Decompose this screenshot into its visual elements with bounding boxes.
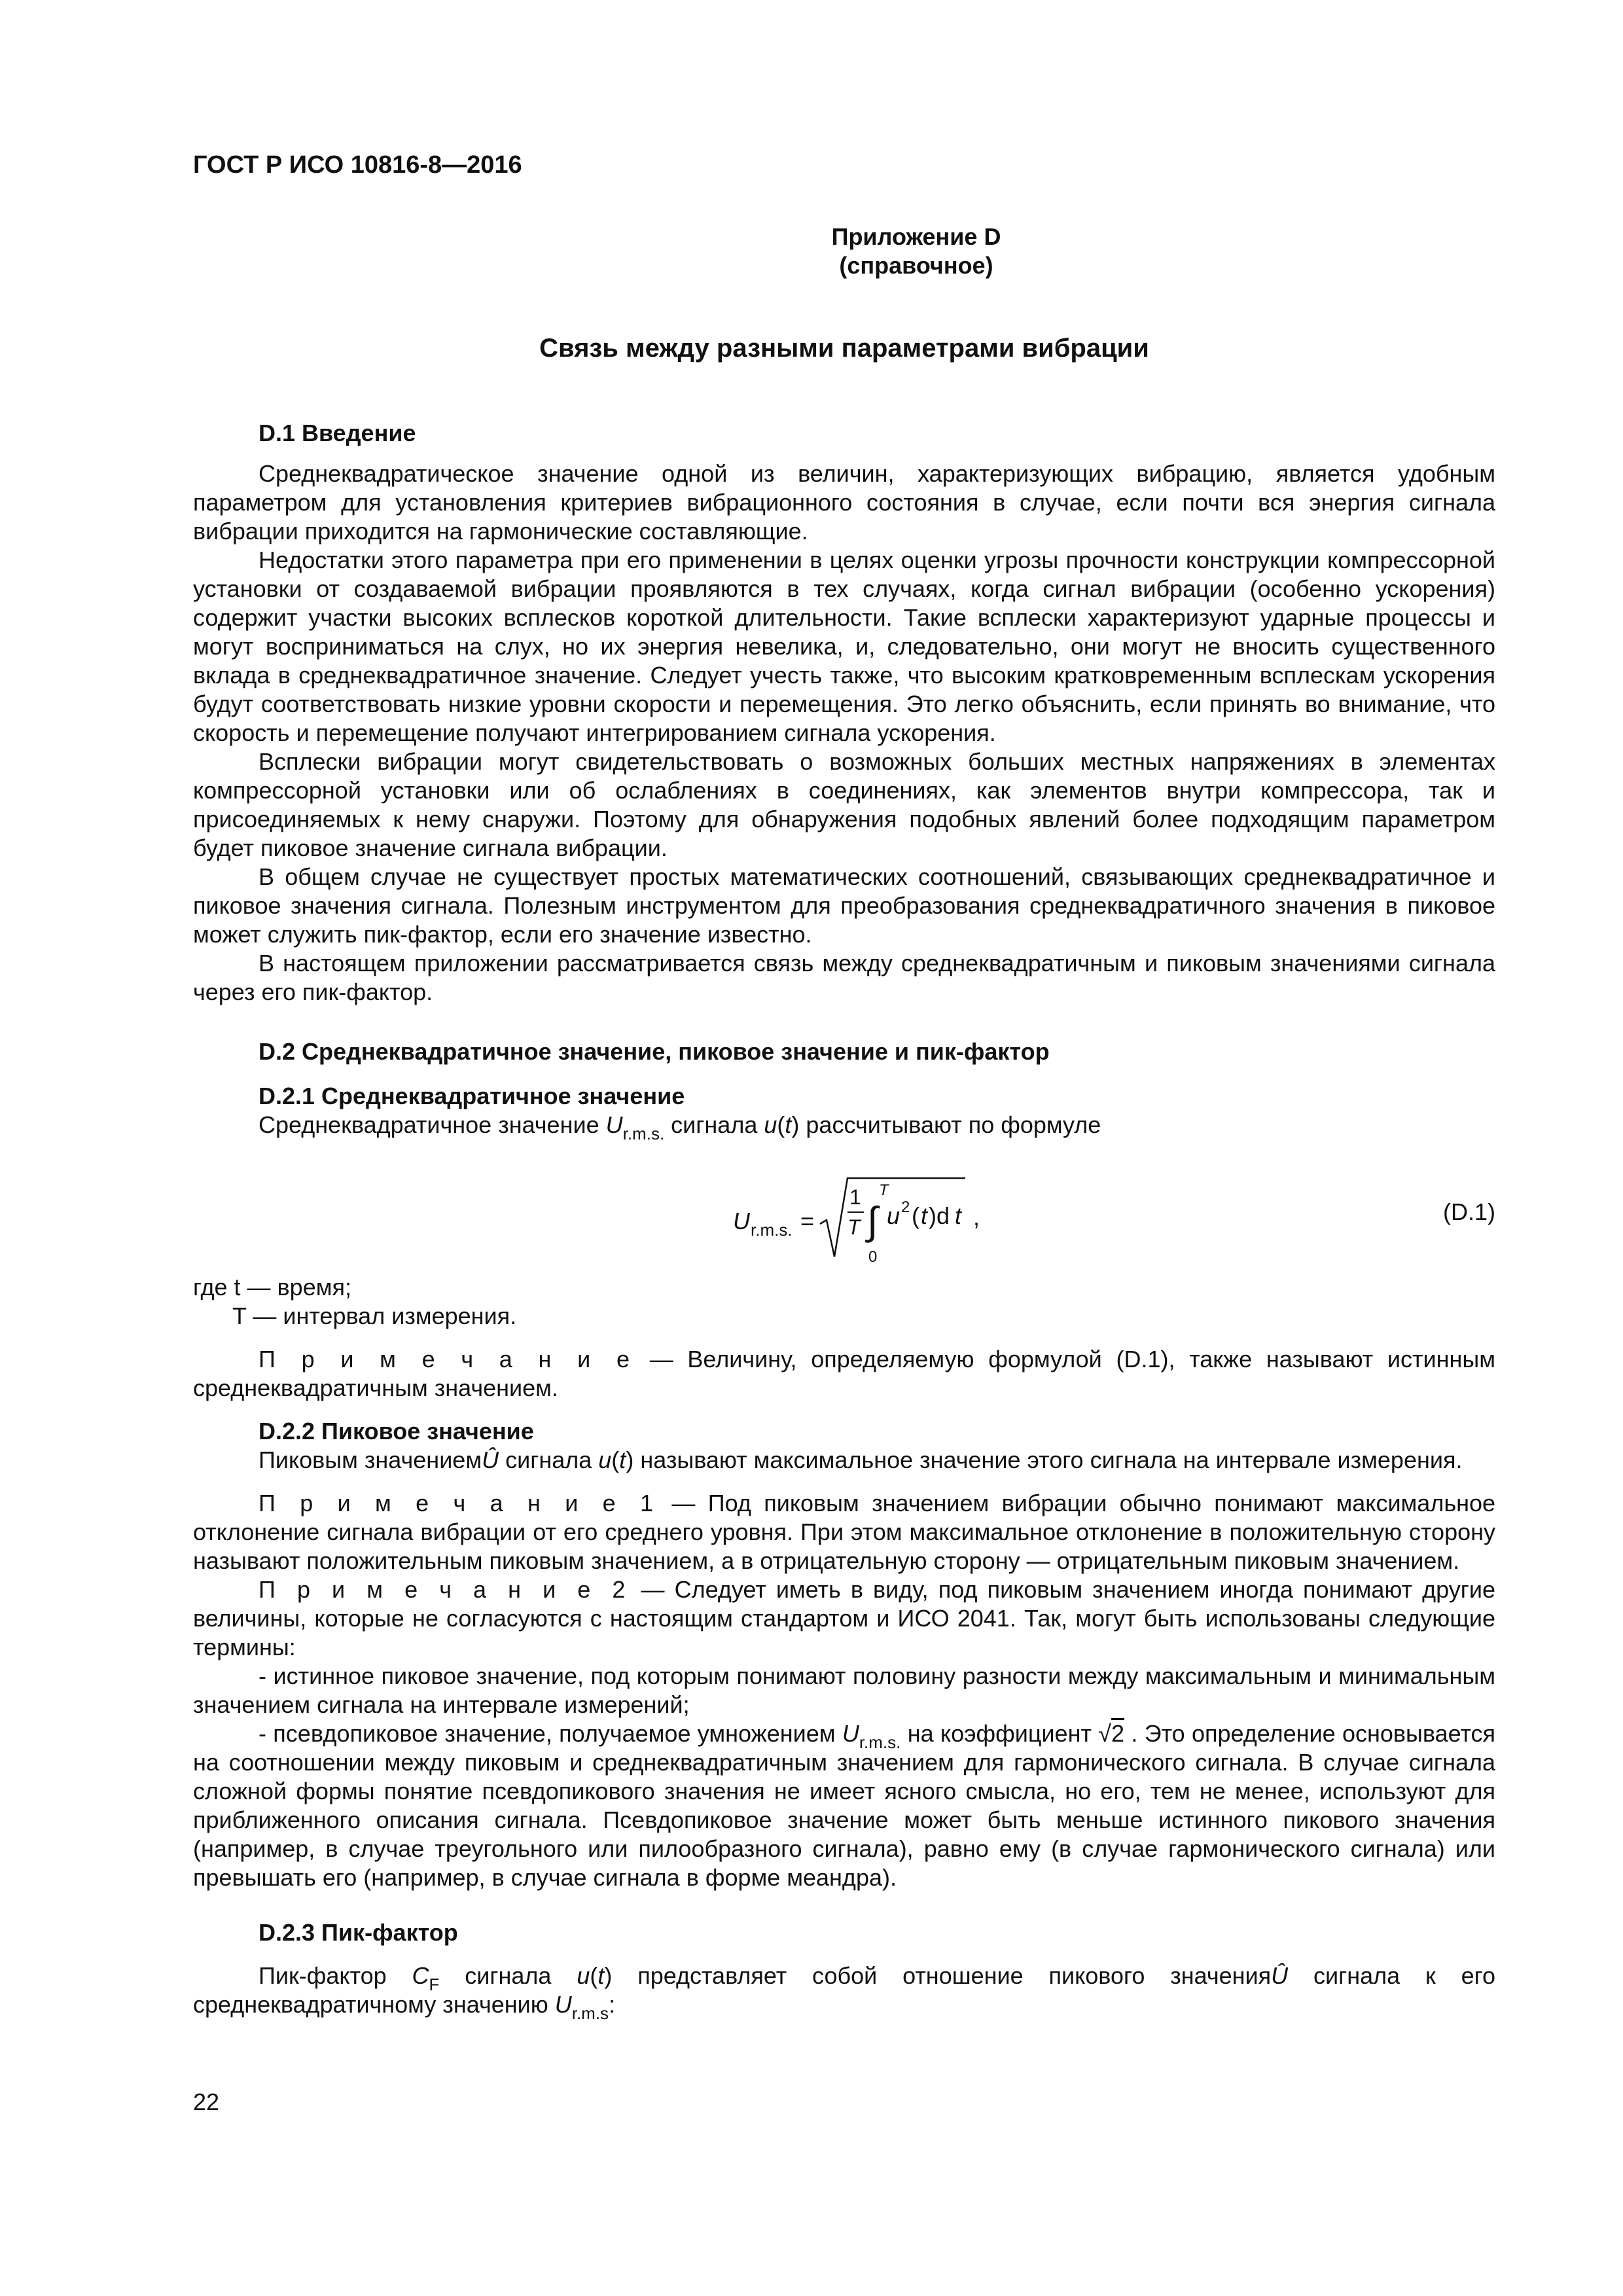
paragraph: Всплески вибрации могут свидетельствовать о возможных больших местных напряжениях в элементах компрессорной установки или об ослаблениях в соединениях, как элементов внутри компрессора, так и присоединяемых к нему снаружи. Поэтому для обнаружения подобных явлений более подходящим параметром будет пиковое значение сигнала вибрации. [193,748,1495,861]
sqrt2-symbol: √2 [1098,1720,1125,1747]
page-title: Связь между разными параметрами вибрации [539,334,1149,363]
paragraph: Среднеквадратичное значение $U_{r.m.s.}$ сигнала u(t) рассчитывают по формуле [259,1111,1101,1143]
note: П р и м е ч а н и е — Величину, определяемую формулой (D.1), также называют истинным среднеквадратичным значением. [193,1346,1495,1401]
annex-label [720,223,1113,280]
document-id: ГОСТ Р ИСО 10816-8—2016 [193,151,522,179]
svg-text:u: u [887,1202,901,1229]
note-2: П р и м е ч а н и е 2 — Следует иметь в виду, под пиковым значением иногда понимают другие величины, которые не согласуются с настоящим стандартом и ИСО 2041. Так, могут быть использованы следующие термины: [193,1576,1495,1660]
section-d1-heading: D.1 Введение [259,420,416,446]
svg-text:)d: )d [929,1202,950,1229]
svg-text:=: = [800,1208,815,1234]
paragraph: Среднеквадратическое значение одной из величин, характеризующих вибрацию, является удобным параметром для установления критериев вибрационного состояния в случае, если почти вся энергия сигнала вибрации приходится на гармонические составляющие. [193,460,1495,545]
svg-text:∫: ∫ [867,1199,878,1243]
svg-text:,: , [973,1204,980,1230]
svg-text:2: 2 [901,1198,910,1216]
paragraph: Недостатки этого параметра при его применении в целях оценки угрозы прочности конструкции компрессорной установки от создаваемой вибрации проявляются в тех случаях, когда сигнал вибрации (особенно ускорения) содержит участки высоких всплесков короткой длительности. Такие всплески характеризуют ударные процессы и могут восприниматься на слух, но их энергия невелика, и, следовательно, они могут не вносить существенного вклада в среднеквадратичное значение. Следует учесть также, что высоким кратковременным всплескам ускорения будут соответствовать низкие уровни скорости и перемещения. Это легко объяснить, если принять во внимание, что скорость и перемещение получают интегрированием сигнала ускорения. [193,547,1495,746]
note-1: П р и м е ч а н и е 1 — Под пиковым значением вибрации обычно понимают максимальное отклонение сигнала вибрации от его среднего уровня. При этом максимальное отклонение в положительную сторону называют положительным пиковым значением, а в отрицательную сторону — отрицательным пиковым значением. [193,1490,1496,1574]
section-d22-heading: D.2.2 Пиковое значение [259,1418,534,1444]
where-T: T — интервал измерения. [232,1302,517,1329]
paragraph: Пик-фактор $C_F$ сигнала u(t) представляет собой отношение пикового значенияÛ сигнала к его среднеквадратичному значению $U_{r.m.s}$: [193,1962,1495,2023]
svg-text:T: T [847,1215,861,1239]
svg-text:1: 1 [849,1185,861,1209]
section-d23-heading: D.2.3 Пик-фактор [259,1919,458,1946]
equation-number: (D.1) [1443,1198,1495,1225]
section-d2 [193,1037,1495,1143]
svg-text:T: T [879,1181,889,1199]
svg-text:r.m.s.: r.m.s. [751,1220,793,1240]
page-number: 22 [193,2089,220,2115]
svg-text:t: t [921,1202,928,1229]
rms-formula [193,1172,1495,1276]
paragraph: Пиковым значениемÛ сигнала u(t) называют максимальное значение этого сигнала на интервале измерения. [259,1446,1463,1473]
section-d1 [193,419,1495,1007]
where-t: где t — время; [193,1274,351,1300]
section-d2-cont [193,1273,1496,2023]
equation-d1 [193,1172,1495,1276]
paragraph: В общем случае не существует простых математических соотношений, связывающих среднеквадратичное и пиковое значения сигнала. Полезным инструментом для преобразования среднеквадратичного значения в пиковое может служить пик-фактор, если его значение известно. [193,863,1495,948]
svg-text:U: U [733,1208,750,1234]
annex-title: Приложение D [831,223,1001,250]
svg-text:0: 0 [868,1248,878,1266]
list-item: - истинное пиковое значение, под которым понимают половину разности между максимальным и минимальным значением сигнала на интервале измерений; [193,1662,1495,1718]
section-d2-heading: D.2 Среднеквадратичное значение, пиковое значение и пик-фактор [259,1038,1050,1065]
svg-text:t: t [955,1202,962,1229]
annex-status: (справочное) [839,252,993,279]
list-item: - псевдопиковое значение, получаемое умножением $U_{r.m.s.}$ на коэффициент √2 . Это определение основывается на соотношении между пиковым и среднеквадратичным значением для гармонического сигнала. В случае сигнала сложной формы понятие псевдопикового значения не имеет ясного смысла, но его, тем не менее, используют для приближенного описания сигнала. Псевдопиковое значение может быть меньше истинного пикового значения (например, в случае треугольного или пилообразного сигнала), равно ему (в случае гармонического сигнала) или превышать его (например, в случае сигнала в форме меандра). [193,1720,1496,1891]
svg-text:(: ( [912,1202,919,1229]
paragraph: В настоящем приложении рассматривается связь между среднеквадратичным и пиковым значениями сигнала через его пик-фактор. [193,950,1495,1005]
section-d21-heading: D.2.1 Среднеквадратичное значение [259,1083,685,1109]
